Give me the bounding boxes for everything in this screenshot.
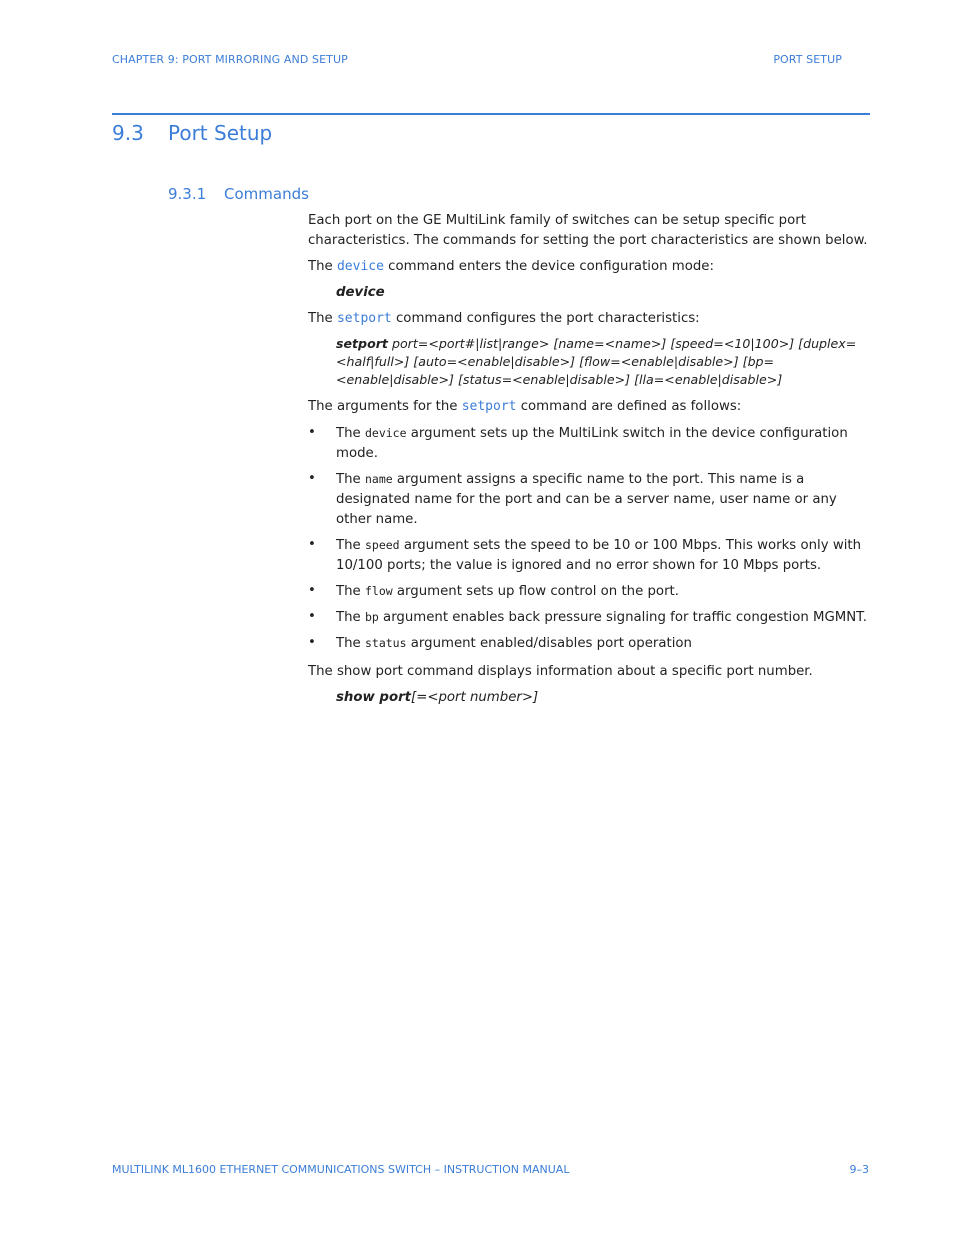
body-content	[308, 211, 870, 708]
section-divider	[112, 113, 870, 115]
subsection-title: Commands	[224, 185, 309, 203]
item-post: argument sets the speed to be 10 or 100 Mbps. This works only with 10/100 ports; the value is ignored and no error shown for 10 Mbps ports.	[336, 538, 862, 573]
item-post: argument enables back pressure signaling for traffic congestion MGMNT.	[378, 610, 867, 625]
show-paragraph: The show port command displays information about a specific port number.	[308, 664, 813, 679]
bullet-icon: •	[308, 425, 316, 440]
item-pre: The	[336, 472, 365, 487]
bullet-icon: •	[308, 609, 316, 624]
item-pre: The	[336, 636, 365, 651]
list-item	[308, 535, 870, 576]
item-code: status	[364, 636, 407, 650]
section-number: 9.3	[112, 121, 144, 145]
device-command: device	[336, 259, 384, 274]
setport-syntax-args: port=<port#|list|range> [name=<name>] [speed=<10|100>] [duplex=<half|full>] [auto=<enable|disable>] [flow=<enable|disable>] [bp=<enable|disable>] [status=<enable|disable>] [lla=<enable|disable>]	[336, 336, 857, 387]
item-post: argument assigns a specific name to the port. This name is a designated name for the port and can be a server name, user name or any other name.	[336, 472, 837, 527]
item-code: device	[364, 426, 407, 440]
setport-pre: The	[308, 311, 337, 326]
arguments-list	[308, 423, 870, 654]
list-item	[308, 581, 870, 602]
list-item	[308, 607, 870, 628]
show-syntax-cmd: show port	[336, 690, 411, 705]
list-item	[308, 633, 870, 654]
item-code: bp	[364, 610, 379, 624]
item-pre: The	[336, 584, 365, 599]
setport-paragraph	[308, 309, 870, 329]
item-code: flow	[364, 584, 393, 598]
item-pre: The	[336, 538, 365, 553]
intro-paragraph: Each port on the GE MultiLink family of switches can be setup specific port characteristics. The commands for setting the port characteristics are shown below.	[308, 213, 868, 248]
footer-manual-title: MULTILINK ML1600 ETHERNET COMMUNICATIONS SWITCH – INSTRUCTION MANUAL	[112, 1163, 570, 1176]
section-title: Port Setup	[168, 121, 273, 145]
device-paragraph	[308, 257, 870, 277]
device-post: command enters the device configuration mode:	[383, 259, 714, 274]
setport-syntax-cmd: setport	[336, 336, 388, 351]
item-post: argument sets up the MultiLink switch in the device configuration mode.	[336, 426, 848, 461]
item-pre: The	[336, 610, 365, 625]
arguments-paragraph	[308, 397, 870, 417]
item-post: argument sets up flow control on the port.	[392, 584, 679, 599]
bullet-icon: •	[308, 583, 316, 598]
running-header-chapter: CHAPTER 9: PORT MIRRORING AND SETUP	[112, 53, 348, 66]
item-post: argument enabled/disables port operation	[406, 636, 692, 651]
setport-syntax	[336, 335, 870, 389]
footer-page-number: 9–3	[849, 1163, 869, 1176]
list-item	[308, 469, 870, 530]
args-command: setport	[461, 399, 517, 414]
bullet-icon: •	[308, 471, 316, 486]
show-syntax-args: [=<port number>]	[411, 690, 539, 705]
bullet-icon: •	[308, 537, 316, 552]
args-pre: The arguments for the	[308, 399, 462, 414]
running-header-section: PORT SETUP	[773, 53, 842, 66]
item-code: name	[364, 472, 393, 486]
device-pre: The	[308, 259, 337, 274]
setport-command: setport	[336, 311, 392, 326]
subsection-number: 9.3.1	[168, 185, 207, 203]
item-pre: The	[336, 426, 365, 441]
setport-post: command configures the port characteristics:	[391, 311, 700, 326]
item-code: speed	[364, 538, 400, 552]
show-syntax	[336, 688, 870, 708]
bullet-icon: •	[308, 635, 316, 650]
list-item	[308, 423, 870, 464]
device-syntax: device	[336, 285, 385, 300]
args-post: command are defined as follows:	[516, 399, 742, 414]
